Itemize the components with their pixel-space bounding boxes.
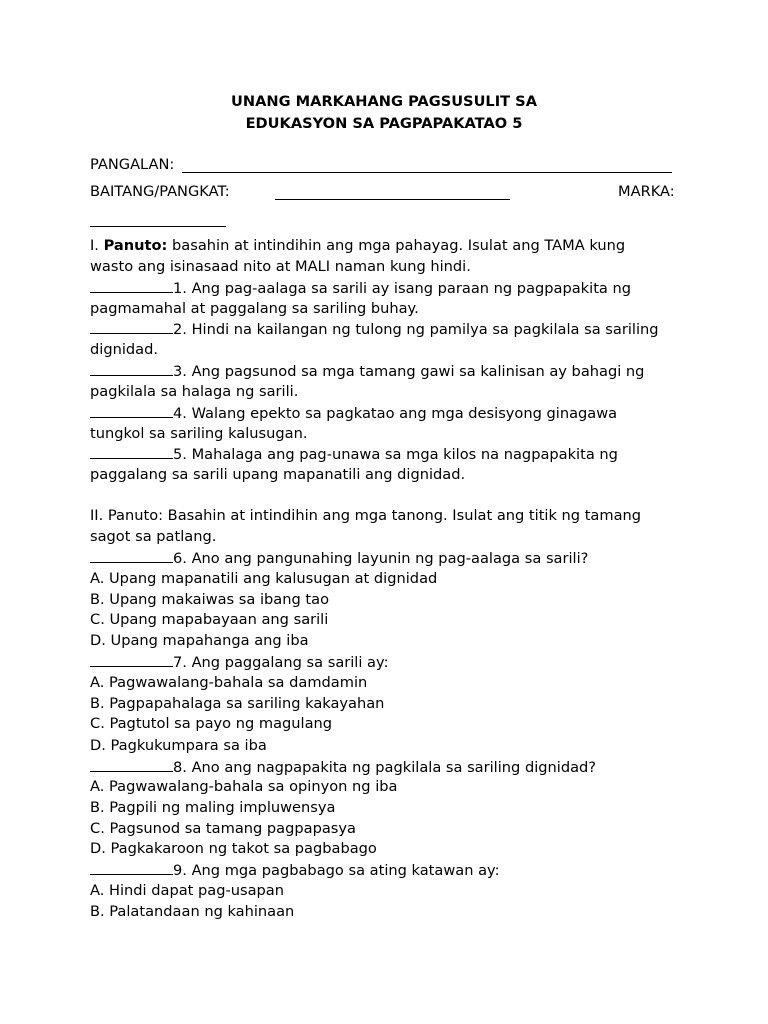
answer-blank[interactable] bbox=[90, 319, 173, 334]
question-text: 7. Ang paggalang sa sarili ay: bbox=[173, 654, 389, 671]
choice: D. Pagkakaroon ng takot sa pagbabago bbox=[90, 840, 377, 857]
part2-instruction-cont: sagot sa patlang. bbox=[90, 528, 217, 545]
answer-blank[interactable] bbox=[90, 548, 173, 563]
answer-blank[interactable] bbox=[90, 403, 173, 418]
question-9 bbox=[90, 860, 500, 881]
choice: B. Pagpili ng maling impluwensya bbox=[90, 799, 336, 816]
choice: C. Pagsunod sa tamang pagpapasya bbox=[90, 820, 356, 837]
item-5-cont: paggalang sa sarili upang mapanatili ang dignidad. bbox=[90, 466, 466, 483]
item-4-cont: tungkol sa sariling kalusugan. bbox=[90, 425, 308, 442]
choice: B. Palatandaan ng kahinaan bbox=[90, 903, 295, 920]
part1-instruction-text: basahin at intindihin ang mga pahayag. Isulat ang TAMA kung bbox=[167, 237, 626, 254]
item-2-cont: dignidad. bbox=[90, 341, 158, 358]
item-text: 4. Walang epekto sa pagkatao ang mga desisyong ginagawa bbox=[173, 405, 618, 422]
name-label: PANGALAN: bbox=[90, 156, 175, 173]
part1-instruction-label: Panuto: bbox=[103, 237, 168, 254]
item-5 bbox=[90, 444, 618, 465]
question-6 bbox=[90, 548, 588, 569]
choice: D. Upang mapahanga ang iba bbox=[90, 632, 309, 649]
choice: B. Pagpapahalaga sa sariling kakayahan bbox=[90, 695, 385, 712]
item-1-cont: pagmamahal at paggalang sa sariling buhay. bbox=[90, 300, 419, 317]
exam-title-line-2: EDUKASYON SA PAGPAPAKATAO 5 bbox=[245, 115, 523, 132]
choice: C. Upang mapabayaan ang sarili bbox=[90, 611, 329, 628]
grade-label: BAITANG/PANGKAT: bbox=[90, 183, 230, 200]
question-text: 6. Ano ang pangunahing layunin ng pag-aalaga sa sarili? bbox=[173, 550, 589, 567]
choice: B. Upang makaiwas sa ibang tao bbox=[90, 591, 329, 608]
question-text: 8. Ano ang nagpapakita ng pagkilala sa sariling dignidad? bbox=[173, 759, 597, 776]
choice: D. Pagkukumpara sa iba bbox=[90, 737, 267, 754]
choice: C. Pagtutol sa payo ng magulang bbox=[90, 715, 333, 732]
choice: A. Pagwawalang-bahala sa damdamin bbox=[90, 674, 368, 691]
item-text: 5. Mahalaga ang pag-unawa sa mga kilos na nagpapakita ng bbox=[173, 446, 618, 463]
question-8 bbox=[90, 757, 596, 778]
answer-blank[interactable] bbox=[90, 652, 173, 667]
question-text: 9. Ang mga pagbabago sa ating katawan ay: bbox=[173, 862, 500, 879]
name-blank[interactable] bbox=[182, 172, 672, 173]
choice: A. Hindi dapat pag-usapan bbox=[90, 882, 285, 899]
score-label: MARKA: bbox=[618, 183, 675, 200]
exam-title-line-1: UNANG MARKAHANG PAGSUSULIT SA bbox=[231, 93, 537, 110]
item-1 bbox=[90, 278, 631, 299]
item-text: 2. Hindi na kailangan ng tulong ng pamilya sa pagkilala sa sariling bbox=[173, 321, 659, 338]
part2-instruction: II. Panuto: Basahin at intindihin ang mga tanong. Isulat ang titik ng tamang bbox=[90, 507, 642, 524]
grade-blank[interactable] bbox=[275, 199, 510, 200]
answer-blank[interactable] bbox=[90, 860, 173, 875]
answer-blank[interactable] bbox=[90, 757, 173, 772]
part1-instruction bbox=[90, 236, 625, 256]
score-blank[interactable] bbox=[90, 226, 226, 227]
answer-blank[interactable] bbox=[90, 444, 173, 459]
choice: A. Pagwawalang-bahala sa opinyon ng iba bbox=[90, 778, 398, 795]
item-text: 1. Ang pag-aalaga sa sarili ay isang paraan ng pagpapakita ng bbox=[173, 280, 632, 297]
item-3 bbox=[90, 361, 644, 382]
part1-roman: I. bbox=[90, 237, 99, 254]
part1-instruction-cont: wasto ang isinasaad nito at MALI naman kung hindi. bbox=[90, 258, 471, 275]
choice: A. Upang mapanatili ang kalusugan at dignidad bbox=[90, 570, 438, 587]
answer-blank[interactable] bbox=[90, 361, 173, 376]
item-3-cont: pagkilala sa halaga ng sarili. bbox=[90, 383, 299, 400]
answer-blank[interactable] bbox=[90, 278, 173, 293]
item-text: 3. Ang pagsunod sa mga tamang gawi sa kalinisan ay bahagi ng bbox=[173, 363, 645, 380]
question-7 bbox=[90, 652, 389, 673]
item-2 bbox=[90, 319, 659, 340]
item-4 bbox=[90, 403, 617, 424]
